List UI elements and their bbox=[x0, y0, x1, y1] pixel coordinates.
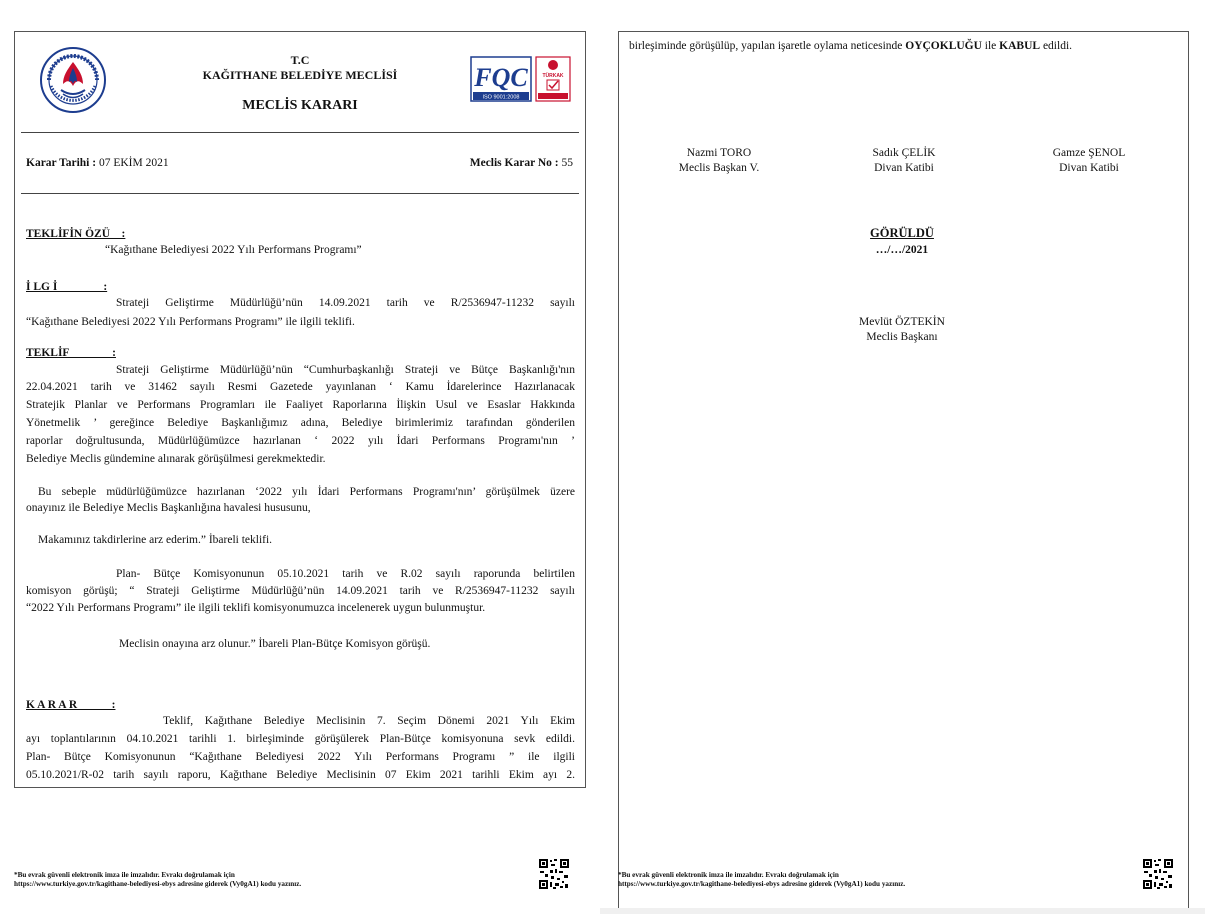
signatory-name: Nazmi TORO bbox=[686, 147, 752, 159]
signatory-title: Meclis Başkan V. bbox=[678, 162, 760, 174]
proposal-line-3: Stratejik Planlar ve Performans Programları ile Faaliyet Raporlarına İlişkin Usul ve Esaslar Hakkında bbox=[26, 399, 575, 411]
proposal-para2-line-2: onayınız ile Belediye Meclis Başkanlığına havalesi hususunu, bbox=[26, 502, 311, 514]
document-page-2 bbox=[618, 31, 1189, 914]
proposal-heading: TEKLİF : bbox=[26, 347, 116, 359]
qr-code-icon[interactable] bbox=[538, 858, 570, 890]
decision-date-value: 07 EKİM 2021 bbox=[96, 157, 169, 169]
header-organization: KAĞITHANE BELEDİYE MECLİSİ bbox=[202, 68, 398, 82]
meta-divider bbox=[21, 193, 579, 194]
commission-line-2: komisyon görüşü; “ Strateji Geliştirme Müdürlüğü’nün 14.09.2021 tarih ve R/2536947-11232 sayılı bbox=[26, 585, 575, 597]
proposal-line-4: Yönetmelik ’ gereğince Belediye Başkanlığımız adına, Belediye birimlerimiz tarafından gönderilen bbox=[26, 417, 575, 429]
proposal-line-2: 22.04.2021 tarih ve 31462 sayılı Resmi Gazetede yayınlanan ‘ Kamu İdarelerince Hazırlanacak bbox=[26, 381, 575, 393]
e-signature-note-line-1: *Bu evrak güvenli elektronik imza ile imzalıdır. Evrakı doğrulamak için bbox=[618, 871, 839, 879]
seen-date: …/…/2021 bbox=[875, 244, 929, 256]
qr-code-icon[interactable] bbox=[1142, 858, 1174, 890]
e-signature-note-line-1: *Bu evrak güvenli elektronik imza ile imzalıdır. Evrakı doğrulamak için bbox=[14, 871, 235, 879]
commission-line-3: “2022 Yılı Performans Programı” ile ilgili teklifi komisyonumuzca incelenerek uygun bulunmuştur. bbox=[26, 602, 486, 614]
proposal-summary-heading: TEKLİFİN ÖZÜ : bbox=[26, 228, 126, 240]
council-chair-name: Mevlüt ÖZTEKİN bbox=[859, 316, 945, 328]
document-title: MECLİS KARARI bbox=[242, 98, 358, 113]
signatory-2 bbox=[824, 146, 984, 176]
council-chair-title: Meclis Başkanı bbox=[866, 331, 938, 343]
e-signature-note-2 bbox=[618, 871, 905, 889]
decision-date-label: Karar Tarihi : bbox=[26, 157, 97, 169]
e-signature-note-line-2: https://www.turkiye.gov.tr/kagithane-belediyesi-ebys adresine giderek (Vy0gA1) kodu yazınız. bbox=[618, 880, 906, 888]
svg-text:FQC: FQC bbox=[474, 63, 528, 92]
header-divider bbox=[21, 132, 579, 133]
decision-number-value: 55 bbox=[558, 157, 573, 169]
signatory-title: Divan Katibi bbox=[1059, 162, 1119, 174]
decision-number-label: Meclis Karar No : bbox=[469, 157, 559, 169]
continuation-post: edildi. bbox=[1040, 40, 1073, 52]
signatory-name: Sadık ÇELİK bbox=[872, 147, 936, 159]
document-page-1 bbox=[14, 31, 586, 788]
decision-line-2: ayı toplantılarının 04.10.2021 tarihli 1. birleşiminde görüşülerek Plan-Bütçe komisyonuna sevk edildi. bbox=[26, 733, 575, 745]
decision-continuation bbox=[629, 38, 1072, 54]
decision-line-1: Teklif, Kağıthane Belediye Meclisinin 7. Seçim Dönemi 2021 Yılı Ekim bbox=[163, 715, 575, 727]
svg-text:TÜRKAK: TÜRKAK bbox=[542, 73, 564, 79]
decision-line-4: 05.10.2021/R-02 tarih sayılı raporu, Kağıthane Belediye Meclisinin 07 Ekim 2021 tarihli Ekim ayı 2. bbox=[26, 769, 575, 781]
decision-number bbox=[470, 155, 573, 171]
reference-heading: İ LG İ : bbox=[26, 281, 108, 293]
decision-line-3: Plan- Bütçe Komisyonunun “Kağıthane Belediyesi 2022 Yılı Performans Programı ” ile ilgili bbox=[26, 751, 575, 763]
proposal-line-5: raporlar doğrultusunda, Müdürlüğümüzce hazırlanan ‘ 2022 yılı İdari Performans Programı'nın ’ bbox=[26, 435, 575, 447]
commission-closing: Meclisin onayına arz olunur.” İbareli Plan-Bütçe Komisyon görüşü. bbox=[119, 638, 431, 650]
proposal-line-6: Belediye Meclis gündemine alınarak görüşülmesi gerekmektedir. bbox=[26, 453, 326, 465]
decision-heading: K A R A R : bbox=[26, 699, 116, 711]
svg-text:ISO 9001:2008: ISO 9001:2008 bbox=[482, 94, 520, 101]
signatory-title: Divan Katibi bbox=[874, 162, 934, 174]
certification-logo-icon bbox=[470, 56, 572, 102]
municipality-seal-icon bbox=[39, 46, 107, 114]
continuation-pre: birleşiminde görüşülüp, yapılan işaretle oylama neticesinde bbox=[629, 40, 906, 52]
proposal-para2-line-1: Bu sebeple müdürlüğümüzce hazırlanan ‘2022 yılı İdari Performans Programı'nın’ görüşülmek üzere bbox=[38, 486, 575, 498]
reference-line-2: “Kağıthane Belediyesi 2022 Yılı Performans Programı” ile ilgili teklifi. bbox=[26, 316, 355, 328]
commission-line-1: Plan- Bütçe Komisyonunun 05.10.2021 tarih ve R.02 sayılı raporunda belirtilen bbox=[116, 568, 575, 580]
continuation-mid: ile bbox=[981, 40, 1000, 52]
signatory-1 bbox=[639, 146, 799, 176]
council-chair bbox=[799, 315, 1005, 345]
decision-result: KABUL bbox=[999, 40, 1041, 52]
vote-result: OYÇOKLUĞU bbox=[905, 40, 982, 52]
proposal-summary-text: “Kağıthane Belediyesi 2022 Yılı Performans Programı” bbox=[105, 244, 362, 256]
seen-label: GÖRÜLDÜ bbox=[870, 226, 934, 240]
header-country: T.C bbox=[290, 53, 310, 67]
proposal-para3: Makamınız takdirlerine arz ederim.” İbareli teklifi. bbox=[38, 534, 273, 546]
signatory-3 bbox=[1009, 146, 1169, 176]
signatory-name: Gamze ŞENOL bbox=[1052, 147, 1126, 159]
reference-line-1: Strateji Geliştirme Müdürlüğü’nün 14.09.2021 tarih ve R/2536947-11232 sayılı bbox=[116, 297, 575, 309]
decision-date bbox=[26, 155, 169, 171]
proposal-line-1: Strateji Geliştirme Müdürlüğü’nün “Cumhurbaşkanlığı Strateji ve Bütçe Başkanlığı'nın bbox=[116, 364, 575, 376]
e-signature-note-1 bbox=[14, 871, 301, 889]
viewer-bottom-bar bbox=[600, 908, 1205, 914]
e-signature-note-line-2: https://www.turkiye.gov.tr/kagithane-belediyesi-ebys adresine giderek (Vy0gA1) kodu yazınız. bbox=[14, 880, 302, 888]
